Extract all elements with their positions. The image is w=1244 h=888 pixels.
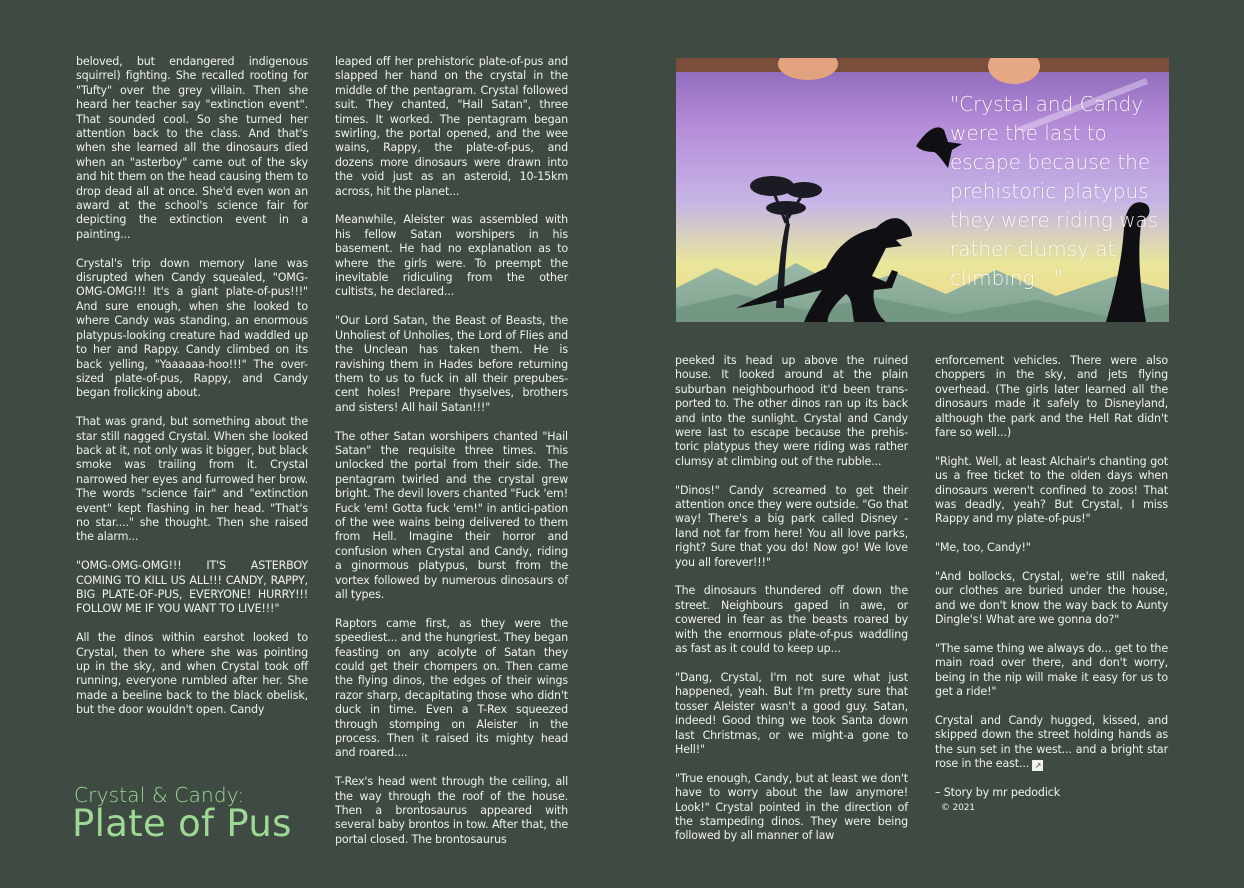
paragraph: "Me, too, Candy!" bbox=[935, 541, 1031, 555]
byline: – Story by mr pedodick bbox=[935, 786, 1060, 800]
paragraph: T-Rex's head went through the ceiling, all the way through the roof of the house. Then a brontosaurus appeared with several baby brontos in tow. After that, the portal closed. The brontosaurus bbox=[335, 775, 568, 846]
paragraph: "And bollocks, Crystal, we're still naked, our clothes are buried under the house, and we don't know the way back to Aunty Dingle's! What are we gonna do?" bbox=[935, 570, 1168, 627]
paragraph: The other Satan worshipers chanted "Hail Satan" the requisite three times. This unlocked the portal from their side. The pentagram twirled and the crystal grew bright. The devil lovers chanted "Fuck 'em! Fuck 'em! Gotta fuck 'em!" in antici-pation of the wee wains being delivered to them from Hell. Imagine their horror and confusion when Crystal and Candy, riding a ginormous platypus, burst from the vortex followed by numerous dinosaurs of all types. bbox=[335, 429, 568, 601]
final-paragraph-text: Crystal and Candy hugged, kissed, and skipped down the street holding hands as the sun set in the west... and a bright star rose in the east... bbox=[935, 714, 1168, 771]
paragraph: "Dinos!" Candy screamed to get their attention once they were outside. "Go that way! There's a big park called Disney -land not far from here! You all love parks, right? Sure that you do! Now go! We love you all forever!!!" bbox=[675, 483, 908, 569]
paragraph: "The same thing we always do... get to the main road over there, and don't worry, being in the nip will make it easy for us to get a ride!" bbox=[935, 642, 1168, 699]
article-column-2 bbox=[335, 55, 568, 862]
paragraph: "Dang, Crystal, I'm not sure what just happened, yeah. But I'm pretty sure that tosser Aleister wasn't a good guy. Satan, indeed! Good thing we took Santa down last Christmas, or we might-a gone to Hell!" bbox=[675, 670, 908, 756]
paragraph: peeked its head up above the ruined house. It looked around at the plain suburban neighbourhood it'd been trans-ported to. The other dinos ran up its back and into the sunlight. Crystal and Candy were last to escape because the prehis-toric platypus they were riding was rather clumsy at climbing out of the rubble... bbox=[675, 354, 908, 468]
paragraph: That was grand, but something about the star still nagged Crystal. When she looked back at it, not only was it bigger, but black smoke was trailing from it. Crystal narrowed her eyes and furrowed her brow. The words "science fair" and "extinction event" kept flashing in her head. "That's no star...." she thought. Then she raised the alarm... bbox=[76, 415, 308, 544]
paragraph: "Our Lord Satan, the Beast of Beasts, the Unholiest of Unholies, the Lord of Flies and the Unclean has taken them. He is ravishing them in Hades before returning them to us to fuck in all their prepubes-cent holes! Prepare thyselves, brothers and sisters! All hail Satan!!!" bbox=[335, 314, 568, 414]
article-column-4 bbox=[935, 354, 1168, 815]
article-subtitle: Crystal & Candy: bbox=[74, 783, 245, 807]
paragraph: beloved, but endangered indigenous squirrel) fighting. She recalled rooting for "Tufty" over the grey villain. Then she heard her teacher say "extinction event". That sounded cool. So she turned her attention back to the class. And that's when she learned all the dinosaurs died when an "asterboy" came out of the sky and hit them on the head causing them to drop dead all at once. She'd even won an award at the school's science fair for depicting the extinction event in a painting... bbox=[76, 55, 308, 241]
paragraph: leaped off her prehistoric plate-of-pus and slapped her hand on the crystal in the middle of the pentagram. Crystal followed suit. They chanted, "Hail Satan", three times. It worked. The pentagram began swirling, the portal opened, and the wee wains, Rappy, the plate-of-pus, and dozens more dinosaurs were drawn into the void just as an asteroid, 10-15km across, hit the planet... bbox=[335, 55, 568, 198]
paragraph: The dinosaurs thundered off down the street. Neighbours gaped in awe, or cowered in fear as the beasts roared by with the enormous plate-of-pus waddling as fast as it could to keep up... bbox=[675, 584, 908, 656]
article-title: Plate of Pus bbox=[72, 802, 292, 845]
paragraph-final bbox=[935, 714, 1168, 772]
article-column-3 bbox=[675, 354, 908, 858]
end-arrow-icon: ↗ bbox=[1032, 760, 1043, 771]
paragraph: "OMG-OMG-OMG!!! IT'S ASTERBOY COMING TO KILL US ALL!!! CANDY, RAPPY, BIG PLATE-OF-PUS, EVERYONE! HURRY!!! FOLLOW ME IF YOU WANT TO LIVE!!!" bbox=[76, 559, 308, 616]
copyright: © 2021 bbox=[941, 802, 975, 813]
article-column-1 bbox=[76, 55, 308, 732]
paragraph: Raptors came first, as they were the speediest... and the hungriest. They began feasting on any acolyte of Satan they could get their chompers on. Then came the flying dinos, the edges of their wings razor sharp, decapitating those who didn't duck in time. Even a T-Rex squeezed through stomping on Aleister in the process. Then it raised its mighty head and roared.... bbox=[335, 616, 568, 760]
pull-quote: "Crystal and Candy were the last to escape because the prehistoric platypus they were riding was rather clumsy at climbing..." bbox=[950, 92, 1159, 290]
paragraph: "Right. Well, at least Alchair's chanting got us a free ticket to the olden days when dinosaurs weren't confined to zoos! That was deadly, yeah? But Crystal, I miss Rappy and my plate-of-pus!" bbox=[935, 454, 1168, 526]
paragraph: Meanwhile, Aleister was assembled with his fellow Satan worshipers in his basement. He had no explanation as to where the girls were. To preempt the inevitable ridiculing from the other cultists, he declared... bbox=[335, 213, 568, 299]
paragraph: "True enough, Candy, but at least we don't have to worry about the law anymore! Look!" Crystal pointed in the direction of the stampeding dinos. They were being followed by all manner of law bbox=[675, 771, 908, 843]
paragraph: enforcement vehicles. There were also choppers in the sky, and jets flying overhead. (The girls later learned all the dinosaurs made it safely to Disneyland, although the park and the Hell Rat didn't fare so well...) bbox=[935, 354, 1168, 440]
paragraph: All the dinos within earshot looked to Crystal, then to where she was pointing up in the sky, and when Crystal took off running, everyone rumbled after her. She made a beeline back to the black obelisk, but the door wouldn't open. Candy bbox=[76, 631, 308, 717]
paragraph: Crystal's trip down memory lane was disrupted when Candy squealed, "OMG-OMG-OMG!!! It's a giant plate-of-pus!!!" And sure enough, when she looked to where Candy was standing, an enormous platypus-looking creature had waddled up to her and Rappy. Candy climbed on its back yelling, "Yaaaaaa-hoo!!!" The over-sized plate-of-pus, Rappy, and Candy began frolicking about. bbox=[76, 256, 308, 400]
